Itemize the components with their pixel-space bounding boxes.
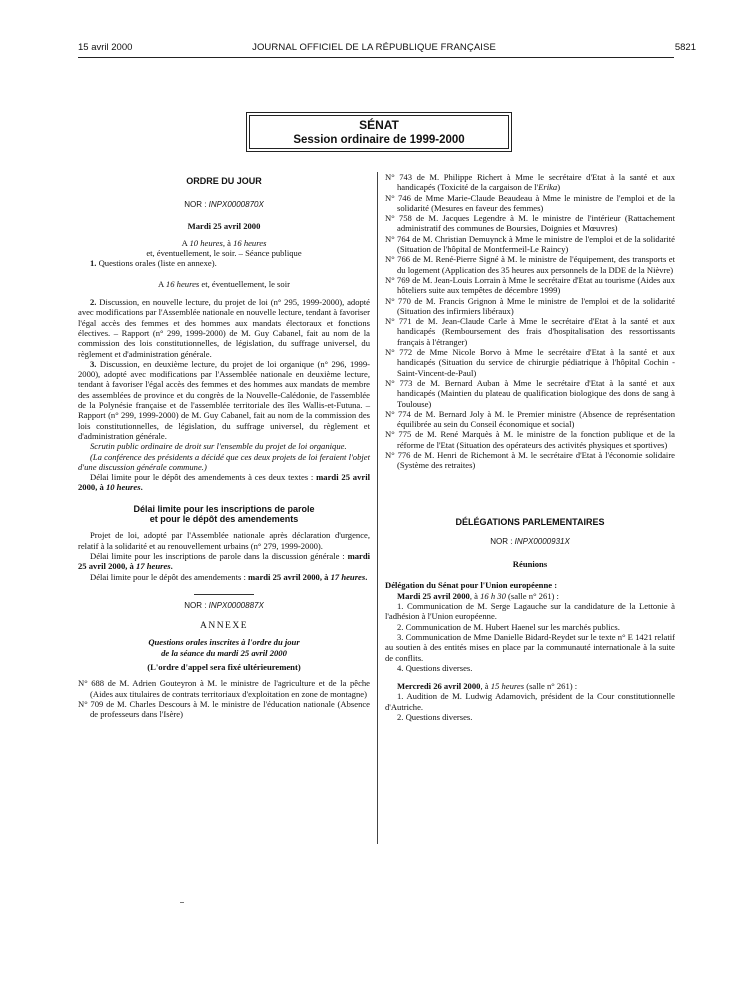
running-header (0, 42, 748, 58)
delai-a: Délai limite pour le dépôt des amendements à ces deux textes : (90, 472, 317, 483)
header-page-number: 5821 (674, 42, 696, 53)
annexe-subtitle-2: de la séance du mardi 25 avril 2000 (161, 647, 287, 658)
amend-b: mardi 25 avril 2000, à (248, 571, 331, 582)
item-3 (78, 359, 370, 441)
amend-d: . (365, 571, 368, 582)
delegation-ue: Délégation du Sénat pour l'Union européenne : (385, 579, 558, 590)
annexe-subtitle-1: Questions orales inscrites à l'ordre du jour (148, 637, 300, 648)
nor-label-2: NOR : (184, 600, 207, 610)
ordre-du-jour-heading: ORDRE DU JOUR (186, 176, 262, 186)
insc-d: . (170, 561, 173, 572)
separator-rule-1 (194, 594, 254, 595)
senat-box (246, 112, 512, 152)
nor-code-1: INPX0000870X (208, 200, 264, 210)
item-3-num: 3. (90, 358, 97, 369)
session-date: Mardi 25 avril 2000 (187, 220, 261, 231)
question-771: N° 771 de M. Jean-Claude Carle à Mme le secrétaire d'Etat à la santé et aux handicapés (Remboursement des frais d'hospitalisation des ressortissants français à l'étranger) (385, 316, 675, 347)
mardi-item-3: 3. Communication de Mme Danielle Bidard-Reydet sur le texte n° E 1421 relatif au soutien à des entités mises en place par la communauté internationale à la suite de conflits. (385, 631, 675, 663)
question-774: N° 774 de M. Bernard Joly à M. le Premier ministre (Absence de représentation équilibrée au sein du Conseil économique et social) (385, 408, 675, 430)
question-746: N° 746 de Mme Marie-Claude Beaudeau à Mme le ministre de l'emploi et de la solidarité (Mesures en faveur des femmes) (385, 192, 675, 213)
question-775: N° 775 de M. René Marquès à M. le ministre de la fonction publique et de la réforme de l'Etat (Situation des opérateurs des activités physiques et sportives) (385, 429, 675, 450)
delai-d: . (140, 482, 143, 493)
insc-b: mardi 25 avril 2000, à (78, 550, 370, 572)
ordre-appel: (L'ordre d'appel sera fixé ultérieurement) (147, 661, 301, 672)
merc-a: Mercredi 26 avril 2000 (397, 681, 481, 692)
q743-b: Erika (538, 182, 558, 193)
delai-inscriptions (78, 551, 370, 572)
merc-b: , à (480, 681, 491, 692)
mardi-d: (salle n° 261) : (505, 590, 559, 601)
item-2-text: Discussion, en nouvelle lecture, du projet de loi (n° 295, 1999-2000), adopté avec modifications par l'Assemblée nationale en nouvelle lecture, tendant à favoriser l'égal accès des femmes et des hommes aux mandats électoraux et fonctions électives. – Rapport (n° 299, 1999-2000) de M. Guy Cabanel, fait au nom de la commission des lois constitutionnelles, de législation, du suffrage universel, du règlement et d'administration générale. (78, 297, 370, 359)
amend-c: 17 heures (330, 571, 366, 582)
mercredi-session (385, 681, 675, 691)
delai-c: 10 heures (105, 482, 141, 493)
nor-line-3 (385, 537, 675, 547)
delai-depot (78, 572, 370, 582)
senat-session: Session ordinaire de 1999-2000 (293, 134, 465, 146)
item-1 (78, 258, 370, 268)
nor-line-1 (78, 200, 370, 210)
header-date: 15 avril 2000 (78, 42, 133, 53)
print-mark (180, 902, 184, 903)
item-1-text: Questions orales (liste en annexe). (96, 258, 217, 269)
mardi-item-4: 4. Questions diverses. (397, 662, 473, 673)
projet-de-loi: Projet de loi, adopté par l'Assemblée nationale après déclaration d'urgence, relatif à la solidarité et au renouvellement urbains (n° 279, 1999-2000). (78, 530, 370, 551)
morning-b: 10 heures (189, 237, 223, 248)
question-688: N° 688 de M. Adrien Gouteyron à M. le ministre de l'agriculture et de la pêche (Aides aux titulaires de contrats territoriaux d'exploitation en zone de montagne) (78, 678, 370, 699)
amend-a: Délai limite pour le dépôt des amendements : (90, 571, 248, 582)
reunions-heading: Réunions (512, 559, 548, 570)
mardi-item-1: 1. Communication de M. Serge Lagauche sur la candidature de la Lettonie à l'adhésion à l'Union européenne. (385, 601, 675, 622)
mardi-a: Mardi 25 avril 2000 (397, 590, 470, 601)
item-3-text: Discussion, en deuxième lecture, du projet de loi organique (n° 296, 1999-2000), adopté avec modifications par l'Assemblée nationale en deuxième lecture, tendant à favoriser l'égal accès des femmes et des hommes aux mandats de membre des assemblées de province et du congrès de la Nouvelle-Calédonie, de l'assemblée de la Polynésie française et de l'assemblée territoriale des îles Wallis-et-Futuna. – Rapport (n° 299, 1999-2000) de M. Guy Cabanel, fait au nom de la commission des lois constitutionnelles, de législation, du suffrage universel, du règlement et d'administration générale. (78, 358, 370, 441)
conference-note: (La conférence des présidents a décidé que ces deux projets de loi feraient l'objet d'une discussion générale commune.) (78, 451, 370, 472)
nor-label-3: NOR : (490, 536, 513, 546)
insc-a: Délai limite pour les inscriptions de parole dans la discussion générale : (90, 550, 348, 561)
afternoon-schedule (78, 279, 370, 289)
question-764: N° 764 de M. Christian Demuynck à Mme le ministre de l'emploi et de la solidarité (Situation de l'hôpital de Montfermeil-Le Raincy) (385, 233, 675, 255)
mercredi-item-2: 2. Questions diverses. (397, 712, 473, 723)
question-758: N° 758 de M. Jacques Legendre à M. le ministre de l'intérieur (Rattachement administratif des communes de Boursies, Doignies et Mœuvres) (385, 213, 675, 234)
morning-a: A (181, 237, 190, 248)
afternoon-a: A (158, 278, 166, 289)
question-770: N° 770 de M. Francis Grignon à Mme le ministre de l'emploi et de la solidarité (Situation des infirmiers libéraux) (385, 295, 675, 316)
question-709: N° 709 de M. Charles Descours à M. le ministre de l'éducation nationale (Absence de professeurs dans l'Isère) (78, 698, 370, 720)
column-divider (377, 172, 378, 844)
senat-title: SÉNAT (359, 118, 399, 132)
morning-d: 16 heures (233, 237, 267, 248)
mercredi-item-1: 1. Audition de M. Ludwig Adamovich, président de la Cour constitutionnelle d'Autriche. (385, 691, 675, 712)
merc-c: 15 heures (490, 681, 525, 692)
question-769: N° 769 de M. Jean-Louis Lorrain à Mme le secrétaire d'Etat au tourisme (Aides aux hôteliers suite aux tempêtes de décembre 1999) (385, 274, 675, 296)
q743-a: N° 743 de M. Philippe Richert à Mme le secrétaire d'Etat à la santé et aux handicapés (Toxicité de la cargaison de l' (385, 172, 675, 193)
scrutin-note: Scrutin public ordinaire de droit sur l'ensemble du projet de loi organique. (90, 441, 347, 452)
question-743 (385, 172, 675, 193)
mardi-b: , à (469, 590, 481, 601)
header-rule (78, 57, 674, 58)
question-766: N° 766 de M. René-Pierre Signé à M. le ministre de l'équipement, des transports et du logement (Application des 35 heures aux personnels de la DDE de la Nièvre) (385, 254, 675, 275)
mardi-c: 16 h 30 (480, 590, 506, 601)
delai-heading-line-2: et pour le dépôt des amendements (149, 514, 299, 525)
right-column (385, 172, 675, 722)
delai-amendements (78, 472, 370, 493)
item-1-num: 1. (90, 258, 97, 269)
question-772: N° 772 de Mme Nicole Borvo à Mme le secrétaire d'Etat à la santé et aux handicapés (Situation du service de chirurgie pédiatrique à l'hôpital Cochin - Saint-Vincent-de-Paul) (385, 347, 675, 378)
mardi-session (385, 591, 675, 601)
morning-schedule (78, 238, 370, 248)
nor-code-2: INPX0000887X (208, 600, 264, 610)
nor-line-2 (78, 601, 370, 611)
header-journal-title: JOURNAL OFFICIEL DE LA RÉPUBLIQUE FRANÇAISE (252, 42, 496, 53)
question-773: N° 773 de M. Bernard Auban à Mme le secrétaire d'Etat à la santé et aux handicapés (Maintien du plateau de qualification biologique des dons de sang à Toulouse) (385, 377, 675, 409)
morning-c: , à (222, 237, 234, 248)
mardi-item-2: 2. Communication de M. Hubert Haenel sur les marchés publics. (397, 621, 620, 632)
delai-b: mardi 25 avril 2000, à (78, 472, 370, 493)
q743-c: ) (557, 182, 561, 193)
afternoon-c: et, éventuellement, le soir (199, 278, 290, 289)
annexe-heading: ANNEXE (199, 621, 249, 632)
item-2-num: 2. (90, 297, 97, 308)
afternoon-b: 16 heures (165, 278, 200, 289)
morning-line-2: et, éventuellement, le soir. – Séance publique (146, 248, 302, 259)
question-776: N° 776 de M. Henri de Richemont à M. le secrétaire d'Etat à l'économie solidaire (Système des retraites) (385, 450, 675, 471)
merc-d: (salle n° 261) : (524, 681, 578, 692)
item-2 (78, 297, 370, 359)
left-column (78, 172, 370, 719)
delai-heading-line-1: Délai limite pour les inscriptions de parole (133, 503, 315, 514)
nor-code-3: INPX0000931X (514, 536, 570, 546)
delegations-heading: DÉLÉGATIONS PARLEMENTAIRES (455, 516, 605, 527)
insc-c: 17 heures (136, 561, 171, 572)
nor-label-1: NOR : (184, 200, 207, 210)
